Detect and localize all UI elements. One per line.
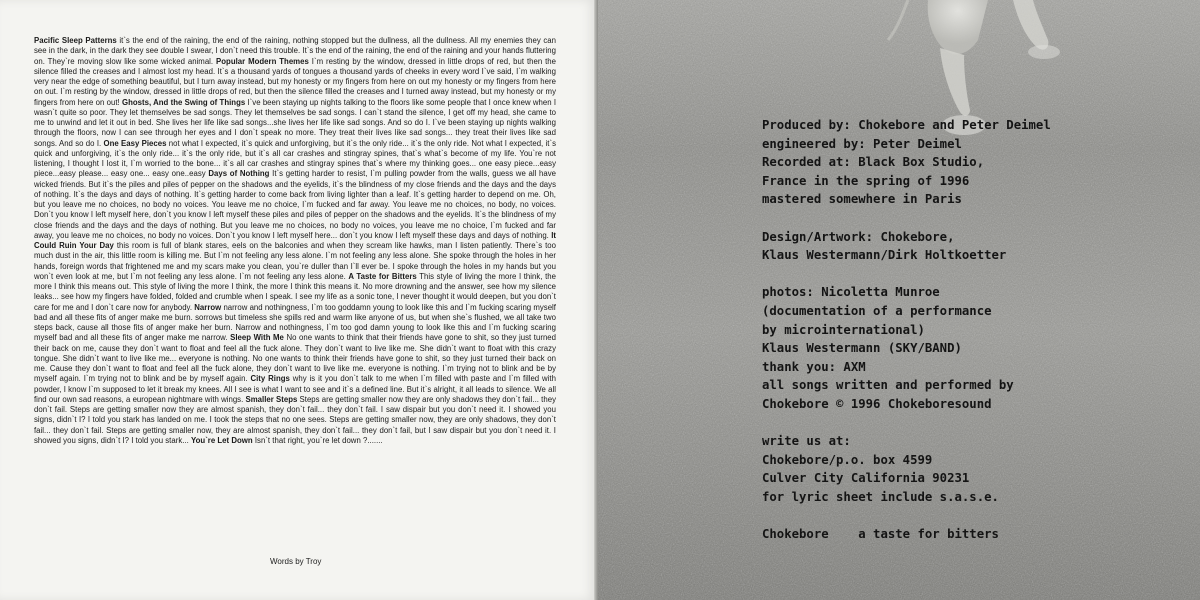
lyrics-page <box>0 0 596 600</box>
credit-line: Culver City California 90231 <box>762 471 970 486</box>
credit-line: France in the spring of 1996 <box>762 173 970 188</box>
credit-line: Chokebore/p.o. box 4599 <box>762 452 933 467</box>
credit-line: Produced by: Chokebore and Peter Deimel <box>762 118 1051 132</box>
credit-line: Recorded at: Black Box Studio, <box>762 155 985 170</box>
song-lyric: Steps are getting smaller now they are only shadows they don`t fail... they don`t fail. Steps are getting smaller now they are almost spanish, they don`t fail... they don`t fail. I saw dispair but you don`t need it. I showed you signs, didn`t I? I told you stark has landed on me. I took the steps that no one sees. Steps are getting smaller now, they are only shadows, they don`t fail... they don`t fail. Steps are getting smaller now, they are almost spanish, they don`t fail... they don`t fail, but I saw dispair but you don`t need it. I showed you signs, didn`t I? I told you stark... <box>34 394 556 445</box>
song-title: It Could Ruin Your Day <box>34 230 556 250</box>
credit-line: (documentation of a performance <box>762 303 992 318</box>
credit-line: by microinternational) <box>762 322 925 337</box>
credit-line: Chokebore a taste for bitters <box>762 527 999 542</box>
song-lyric: why is it you don`t talk to me when I`m filled with paste and I`m filled with powder, I know I`m supposed to let it break my knees. All I see is what I want to see and it`s a defined line. But it`s alright, it all leads to silence. We all find our own sad reasons, a european nightmare with wings. <box>34 374 556 404</box>
song-lyric: narrow and nothingness, I`m too goddamn young to look like this and I`m fucking scaring myself bad and all these fits of anger make me burn. sorrows but timeless she spills red and warm like anyone of us, but when she`s flushed, we all take two steps back, cause all those fits of anger make her burn. Narrow and nothingness, I`m too god damn young to look like this and I`m fucking scaring myself bad and all these fits of anger make me narrow. <box>34 302 556 343</box>
song-lyric: I`ve been staying up nights talking to the floors like some people that I once knew when I wasn`t quite so poor. They let themselves be sad songs. They let themselves be sad songs. I can`t stand the silence, I get off my head, she came to me to unwind and let it out in bed. She lives her life like sad songs...she lives her life like sad songs. And so do I. I`ve been staying up nights walking through the floors, now I can see through her eyes and I don`t speak no more. They treat their lives like sad songs... they treat their lives like sad songs. And so do I. <box>34 97 556 148</box>
song-lyric: Isn`t that right, you`re let down ?....... <box>254 435 383 445</box>
credit-line: thank you: AXM <box>762 359 866 374</box>
song-lyric: No one wants to think that their friends have gone to shit, so they just turned their back on me, cause they don`t want to float and feel all the fuck alone. They don`t want to live like me. She didn`t want to float with this crazy tongue. She didn`t want to live like me... everyone is nothing. No one wants to think their friends have gone to shit, so they just turned their back on me. Cause they don`t want to float and feel all the fuck alone, they don`t want to live like me. everyone is nothing. I`m trying not to blink and be by myself again. I`m trying not to blink and be by myself again. <box>34 333 556 384</box>
song-lyric: not what I expected, it`s quick and unforgiving, but it`s the only ride... it`s the only ride. Not what I expected, it`s quick and unforgiving, it`s the only ride... it`s the only ride, but it`s all car crashes and stingray spines, that`s what`s become of my life. You`re not listening, I thought I lost it, I`m worried to the bone... it`s all car crashes and stingray spines that`s where my thinking goes... one easy piece...easy piece...easy please... easy one... easy one..easy <box>34 138 556 179</box>
song-title: Sleep With Me <box>230 333 284 343</box>
credit-line: mastered somewhere in Paris <box>762 192 962 207</box>
credit-line: engineered by: Peter Deimel <box>762 136 962 151</box>
credit-line: write us at: <box>762 434 851 449</box>
song-title: Pacific Sleep Patterns <box>34 36 117 45</box>
credits-spacer <box>762 506 1182 525</box>
credit-line: Design/Artwork: Chokebore, <box>762 229 955 244</box>
credits-spacer <box>762 265 1182 284</box>
song-title: One Easy Pieces <box>103 138 167 148</box>
song-lyric: this room is full of blank stares, eels on the balconies and when they scream like hawks, man I listen patiently. There`s too much dust in the air, this little room is killing me. But I`m not feeling any less alone. I`m not feeling any less alone. She spoke through the holes in her hands, foreign words that frightened me and my scars make you clean, you`re duller than I`ll ever be. I spoke through the holes in my hands but you won`t even look at me, but I`m not feeling any less alone. I`m not feeling any less alone. <box>34 241 556 281</box>
song-title: You`re Let Down <box>190 435 253 445</box>
credit-line: for lyric sheet include s.a.s.e. <box>762 489 999 504</box>
credits-spacer <box>762 414 1182 433</box>
song-title: City Rings <box>250 374 290 384</box>
song-lyric: I`m resting by the window, dressed in little drops of red, but then the silence filled the creases and I almost lost my head. It`s a thousand yards of tongues a thousand yards of cheeks in every word I`ve said, I`m walking very near the edge of something beautiful, but I turn away instead, but my honesty or my fingers from here on out my honesty or my fingers from here on out. I`m resting by the window, dressed in little drops of red, but then the silence filled the creases and I turned away instead, but my honesty or my fingers from here on out! <box>34 56 556 107</box>
song-title: Ghosts, And the Swing of Things <box>121 97 246 107</box>
credit-line: Chokebore © 1996 Chokeboresound <box>762 396 992 411</box>
credit-line: all songs written and performed by <box>762 378 1014 393</box>
song-title: Smaller Steps <box>245 394 298 404</box>
credits-spacer <box>762 209 1182 228</box>
song-title: A Taste for Bitters <box>348 271 417 281</box>
song-title: Narrow <box>194 302 222 312</box>
song-title: Days of Nothing <box>208 169 270 179</box>
credit-line: Klaus Westermann (SKY/BAND) <box>762 341 962 356</box>
credit-line: Klaus Westermann/Dirk Holtkoetter <box>762 248 1007 263</box>
credits-page <box>598 0 1200 600</box>
words-by-credit: Words by Troy <box>270 557 322 566</box>
lyrics-text-block <box>34 36 556 546</box>
song-lyric: it`s the end of the raining, the end of the raining, nothing stopped but the dullness, all the dullness. All my enemies they can see in the dark, in the dark they see double I swear, I don`t need this trouble. It`s the end of the raining, the end of the raining and your hands fluttering on. They`re moving slow like some wicked animal. <box>34 36 556 66</box>
song-lyric: It`s getting harder to resist, I`m pulling powder from the walls, guess we all have wicked friends. But it`s the piles and piles of pepper on the shadows and the eyelids, it`s the blindness of my close friends and the days and the days of nothing. It`s the days and days of nothing. It`s getting harder to come back from living lighter than a leaf. It`s getting harder to depend on me. Oh, but you leave me no choices, no body no voices. You leave me no choice, I`m fucked and far away. You leave me no choices, no body, no voices. Don`t you know I left myself here, don`t you know I left myself these piles and piles of pepper on the shadows and the eyelids. It`s the blindness of my close friends and the days and the days of nothing. But you leave me no choices, no body no voices, you leave me no choice, I`m fucked and far away, you leave me no choices, no body no voices. Don`t you know I left myself here... don`t you know I left myself these days and days of nothing. <box>34 169 556 240</box>
song-title: Popular Modern Themes <box>216 56 309 66</box>
album-credits <box>762 116 1182 544</box>
credit-line: photos: Nicoletta Munroe <box>762 285 940 300</box>
song-lyric: This style of living the more I think, the more I think this means out. This style of living the more I think, the more I think this means it. No more drowning and the answer, see how my silence leaks... see how my fingers have folded, folded and crumble when I speak. I see my life as a sonic tone, I never thought it would deepen, but you don`t care for me and I don`t care now for anybody. <box>34 271 556 312</box>
